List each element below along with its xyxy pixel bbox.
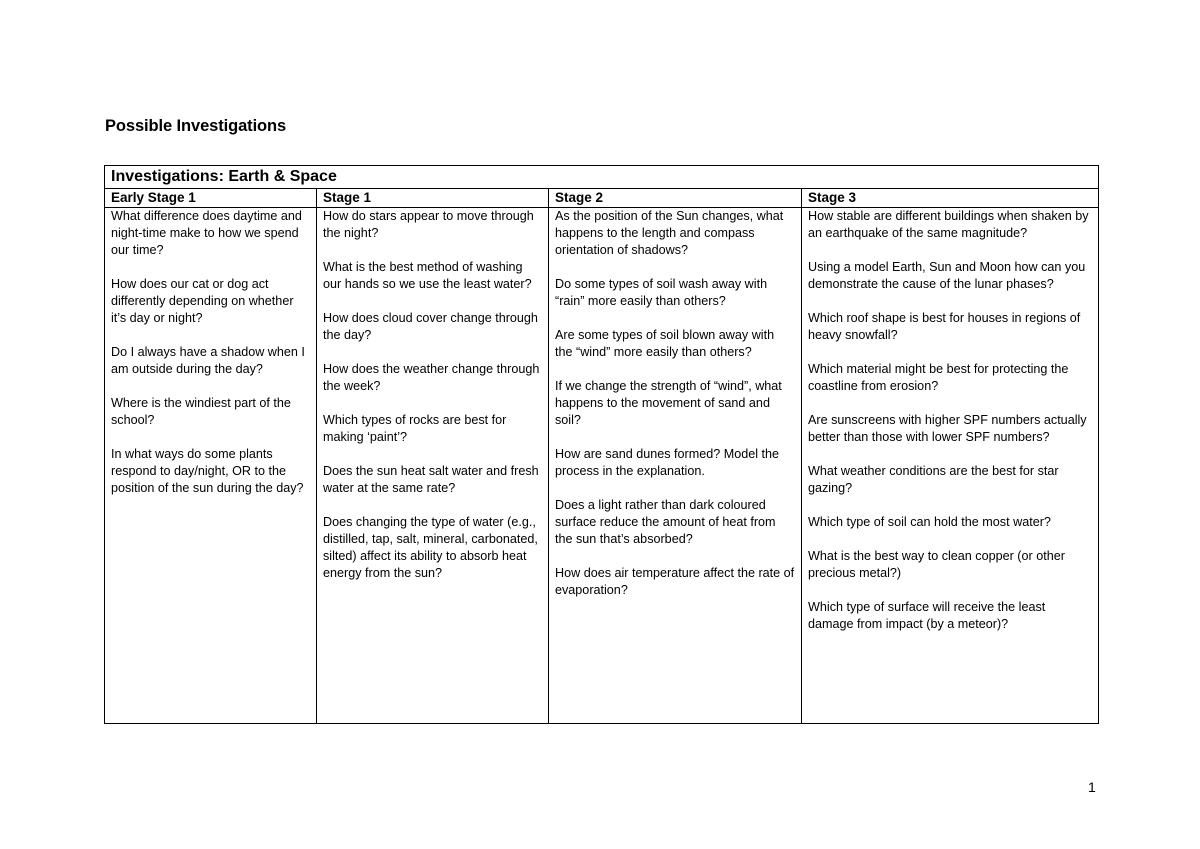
column-header-stage-1: Stage 1 (317, 189, 549, 208)
question: As the position of the Sun changes, what happens to the length and compass orientation of shadows? (555, 209, 784, 257)
question: Which roof shape is best for houses in regions of heavy snowfall? (808, 311, 1081, 342)
question: In what ways do some plants respond to day/night, OR to the position of the sun during the day? (111, 447, 304, 495)
question: What is the best way to clean copper (or other precious metal?) (808, 549, 1065, 580)
question: Where is the windiest part of the school? (111, 396, 291, 427)
table-header-row (105, 189, 1099, 208)
question: How does our cat or dog act differently depending on whether it’s day or night? (111, 277, 294, 325)
question: Does changing the type of water (e.g., distilled, tap, salt, mineral, carbonated, silted) affect its ability to absorb heat energy from the sun? (323, 515, 538, 580)
question: What difference does daytime and night-time make to how we spend our time? (111, 209, 302, 257)
column-header-early-stage-1: Early Stage 1 (105, 189, 317, 208)
question: How does air temperature affect the rate of evaporation? (555, 566, 795, 597)
stage-2-questions (549, 208, 802, 724)
question: Do I always have a shadow when I am outside during the day? (111, 345, 305, 376)
page-number: 1 (1088, 779, 1096, 795)
question: Which type of soil can hold the most water? (808, 515, 1051, 529)
question: Are sunscreens with higher SPF numbers actually better than those with lower SPF numbers? (808, 413, 1087, 444)
question: How are sand dunes formed? Model the process in the explanation. (555, 447, 780, 478)
question: Which types of rocks are best for making ‘paint’? (323, 413, 507, 444)
question: Using a model Earth, Sun and Moon how can you demonstrate the cause of the lunar phases? (808, 260, 1086, 291)
question: How does the weather change through the week? (323, 362, 540, 393)
table-title-row (105, 166, 1099, 189)
question: How do stars appear to move through the night? (323, 209, 534, 240)
table-title: Investigations: Earth & Space (105, 166, 1099, 189)
question: Does the sun heat salt water and fresh water at the same rate? (323, 464, 539, 495)
question: What is the best method of washing our hands so we use the least water? (323, 260, 532, 291)
question: If we change the strength of “wind”, what happens to the movement of sand and soil? (555, 379, 782, 427)
question: Which type of surface will receive the least damage from impact (by a meteor)? (808, 600, 1046, 631)
stage-1-questions (317, 208, 549, 724)
column-header-stage-2: Stage 2 (549, 189, 802, 208)
early-stage-1-questions (105, 208, 317, 724)
question: Which material might be best for protecting the coastline from erosion? (808, 362, 1069, 393)
column-header-stage-3: Stage 3 (802, 189, 1099, 208)
page-heading: Possible Investigations (105, 117, 287, 135)
question: What weather conditions are the best for star gazing? (808, 464, 1059, 495)
question: Are some types of soil blown away with the “wind” more easily than others? (555, 328, 775, 359)
question: How stable are different buildings when shaken by an earthquake of the same magnitude? (808, 209, 1089, 240)
table-body-row (105, 208, 1099, 724)
question: Do some types of soil wash away with “rain” more easily than others? (555, 277, 768, 308)
question: How does cloud cover change through the day? (323, 311, 538, 342)
investigations-table (104, 165, 1099, 724)
stage-3-questions (802, 208, 1099, 724)
question: Does a light rather than dark coloured surface reduce the amount of heat from the sun that’s absorbed? (555, 498, 776, 546)
